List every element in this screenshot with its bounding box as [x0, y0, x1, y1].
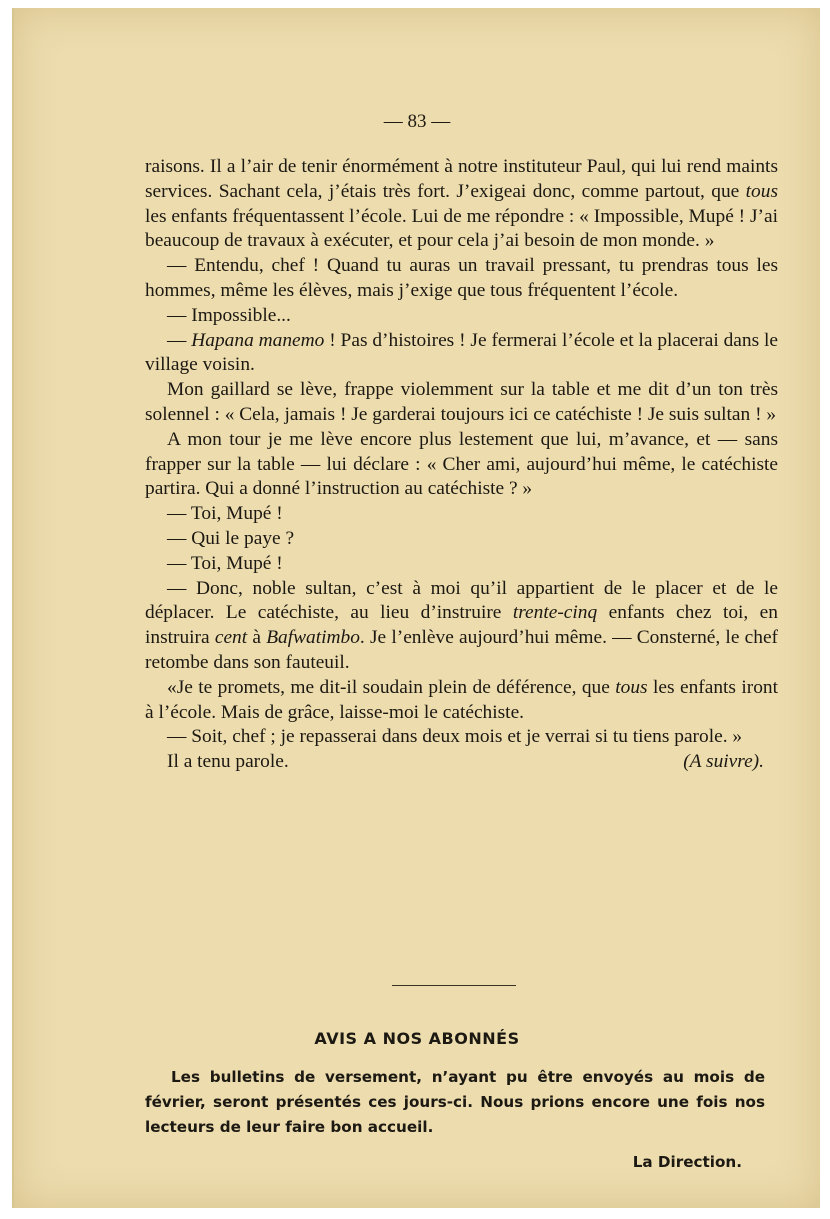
text-run: à [247, 627, 267, 649]
text-run: Mon gaillard se lève, frappe violemment sur la table et me dit d’un ton très solennel : « Cela, jamais ! Je garderai toujours ici ce catéchiste ! Je suis sultan ! » [145, 379, 778, 425]
paragraph [145, 155, 778, 254]
paragraph [145, 329, 778, 379]
notice-text: Les bulletins de versement, n’ayant pu être envoyés au mois de février, seront présentés ces jours-ci. Nous prions encore une fois nos lecteurs de leur faire bon accueil. [145, 1068, 765, 1136]
italic-run: tous [745, 180, 778, 202]
text-run: raisons. Il a l’air de tenir énormément à notre instituteur Paul, qui lui rend maints services. Sachant cela, j’étais très fort. J’exigeai donc, comme partout, que [145, 156, 778, 202]
paragraph [145, 676, 778, 726]
article-body [145, 155, 778, 775]
text-run: — Qui le paye ? [167, 527, 295, 549]
text-run: les enfants iront à l’école. Mais de grâce, laisse-moi le catéchiste. [145, 676, 778, 723]
text-run: . Je l’enlève aujourd’hui même. — Consterné, le chef retombe dans son fauteuil. [145, 627, 779, 673]
italic-run: tous [615, 676, 648, 698]
text-run: — Entendu, chef ! Quand tu auras un travail pressant, tu prendras tous les hommes, même les élèves, mais j’exige que tous fréquentent l’école. [145, 255, 778, 301]
notice-title: AVIS A NOS ABONNÉS [314, 1029, 520, 1048]
italic-run: Bafwatimbo [266, 627, 360, 649]
paragraph [145, 304, 778, 329]
paragraph [145, 502, 778, 527]
text-run: A mon tour je me lève encore plus lestement que lui, m’avance, et — sans frapper sur la table — lui déclare : « Cher ami, aujourd’hui même, le catéchiste partira. Qui a donné l’instruction au catéchiste ? » [145, 428, 778, 500]
text-run: — Toi, Mupé ! [167, 503, 283, 525]
closing-line [145, 750, 778, 775]
paragraph [145, 254, 778, 304]
paragraph [145, 577, 778, 676]
paragraph [145, 552, 778, 577]
text-run: «Je te promets, me dit-il soudain plein de déférence, que [167, 676, 616, 698]
text-run: enfants chez toi, en instruira [145, 602, 778, 649]
paragraph [145, 428, 778, 502]
text-run: — Toi, Mupé ! [167, 552, 283, 574]
italic-run: Hapana manemo [191, 329, 325, 351]
to-be-continued: (A suivre). [683, 751, 764, 773]
paragraph-list [145, 155, 778, 750]
paragraph [145, 378, 778, 428]
paragraph [145, 527, 778, 552]
text-run: les enfants fréquentassent l’école. Lui de me répondre : « Impossible, Mupé ! J’ai beaucoup de travaux à exécuter, et pour cela j’ai besoin de mon monde. » [145, 205, 778, 252]
closing-sentence: Il a tenu parole. [167, 751, 289, 773]
text-run: — Donc, noble sultan, c’est à moi qu’il appartient de le placer et de le déplacer. Le catéchiste, au lieu d’instruire [145, 577, 778, 624]
notice-signature: La Direction. [632, 1153, 742, 1171]
paragraph [145, 725, 778, 750]
section-divider [392, 985, 516, 986]
text-run: — Impossible... [167, 304, 291, 326]
page-number: — 83 — [383, 111, 451, 132]
italic-run: trente-cinq [512, 602, 598, 624]
text-run: ! Pas d’histoires ! Je fermerai l’école et la placerai dans le village voisin. [145, 329, 779, 376]
text-run: — Soit, chef ; je repasserai dans deux mois et je verrai si tu tiens parole. » [167, 726, 743, 748]
text-run: — [167, 329, 192, 351]
italic-run: cent [214, 627, 248, 649]
page-sheet [12, 8, 820, 1208]
